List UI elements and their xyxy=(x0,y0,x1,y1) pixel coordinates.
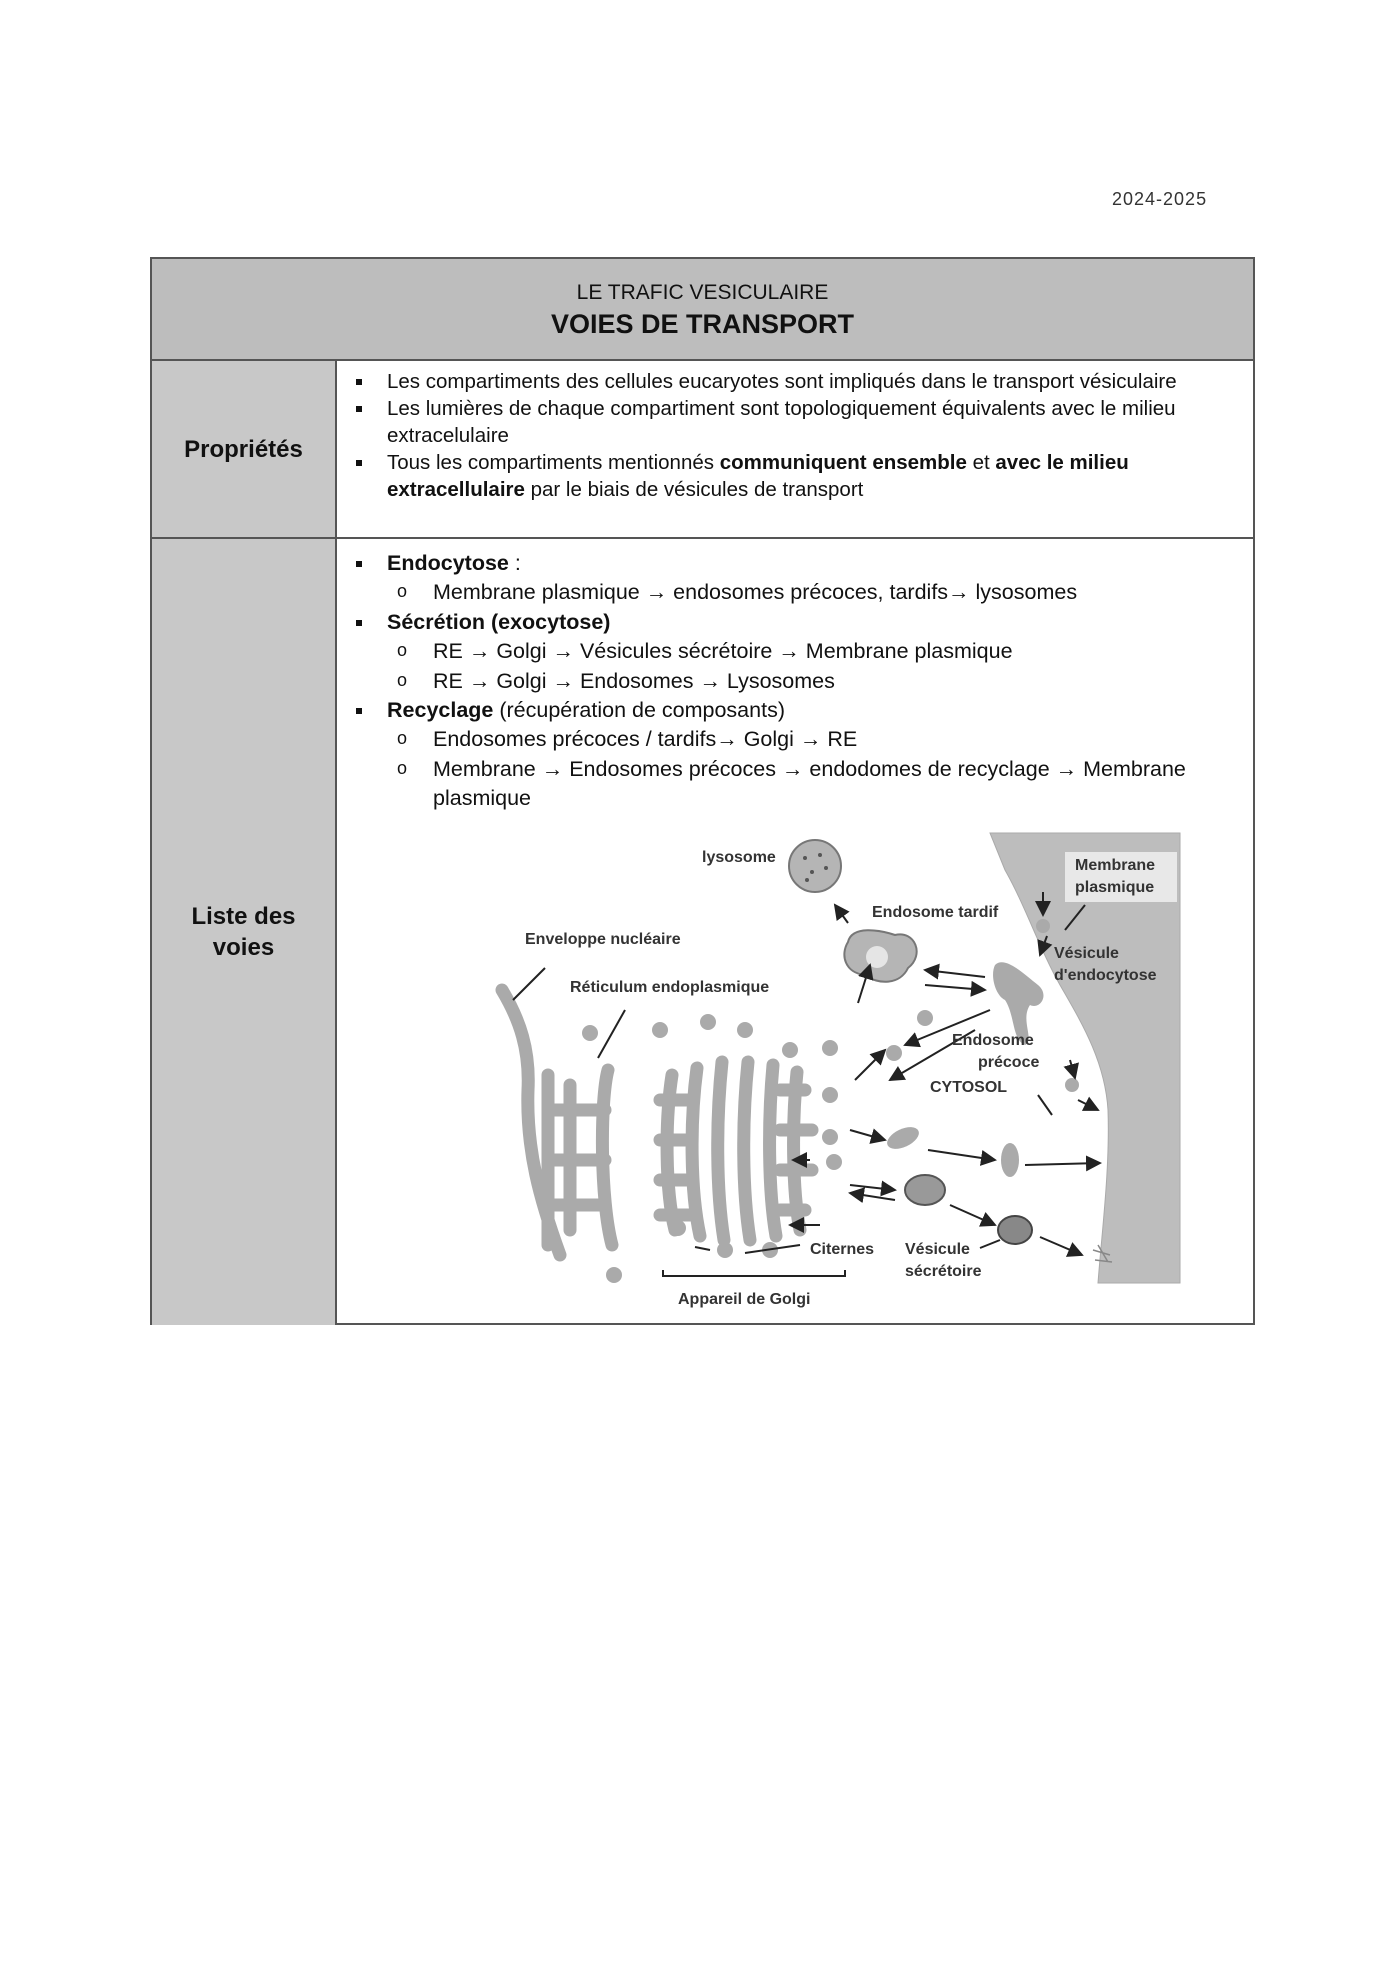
label-membrane-line1: Membrane xyxy=(1075,857,1156,874)
label-vesicule-endo-line1: Vésicule xyxy=(1054,945,1119,962)
secretory-vesicle-shape xyxy=(905,1175,945,1205)
voie-step: o Membrane plasmique → endosomes précoces, tardifs→ lysosomes xyxy=(353,578,1243,607)
voie-endocytose: Endocytose : xyxy=(353,549,1243,578)
label-lysosome: lysosome xyxy=(702,849,776,866)
label-cytosol: CYTOSOL xyxy=(930,1079,1008,1096)
voie-recyclage: Recyclage (récupération de composants) xyxy=(353,696,1243,725)
propriete-item: Tous les compartiments mentionnés communiquent ensemble et avec le milieu extracellulaire par le biais de vésicules de transport xyxy=(353,449,1243,503)
secretory-vesicle-shape xyxy=(998,1216,1032,1244)
label-endosome-tardif: Endosome tardif xyxy=(872,904,999,921)
proprietes-label: Propriétés xyxy=(152,361,337,537)
propriete-item: Les compartiments des cellules eucaryotes sont impliqués dans le transport vésiculaire xyxy=(353,368,1243,395)
label-vesicule-sec-line1: Vésicule xyxy=(905,1241,970,1258)
label-golgi: Appareil de Golgi xyxy=(678,1291,811,1308)
voie-step: o RE → Golgi → Vésicules sécrétoire → Membrane plasmique xyxy=(353,637,1243,666)
voie-step: o Membrane → Endosomes précoces → endodomes de recyclage → Membrane plasmique xyxy=(353,755,1243,814)
propriete-item: Les lumières de chaque compartiment sont topologiquement équivalents avec le milieu extracelulaire xyxy=(353,395,1243,449)
label-enveloppe: Enveloppe nucléaire xyxy=(525,931,681,948)
voie-secretion: Sécrétion (exocytose) xyxy=(353,608,1243,637)
sheet-title: VOIES DE TRANSPORT xyxy=(550,309,855,339)
label-reticulum: Réticulum endoplasmique xyxy=(570,979,770,996)
label-endosome-precoce-line2: précoce xyxy=(978,1054,1040,1071)
golgi-shape xyxy=(660,1062,812,1240)
label-vesicule-sec-line2: sécrétoire xyxy=(905,1263,982,1280)
voies-label: Liste des voies xyxy=(152,539,337,1325)
lysosome-shape xyxy=(789,840,841,892)
label-vesicule-endo-line2: d'endocytose xyxy=(1054,967,1157,984)
label-endosome-precoce-line1: Endosome xyxy=(952,1032,1034,1049)
voie-step: o Endosomes précoces / tardifs→ Golgi → RE xyxy=(353,725,1243,754)
label-membrane-line2: plasmique xyxy=(1075,879,1155,896)
year-header: 2024-2025 xyxy=(1112,189,1208,209)
sheet-subtitle: LE TRAFIC VESICULAIRE xyxy=(576,281,829,304)
label-citernes: Citernes xyxy=(810,1241,875,1258)
voie-step: o RE → Golgi → Endosomes → Lysosomes xyxy=(353,667,1243,696)
